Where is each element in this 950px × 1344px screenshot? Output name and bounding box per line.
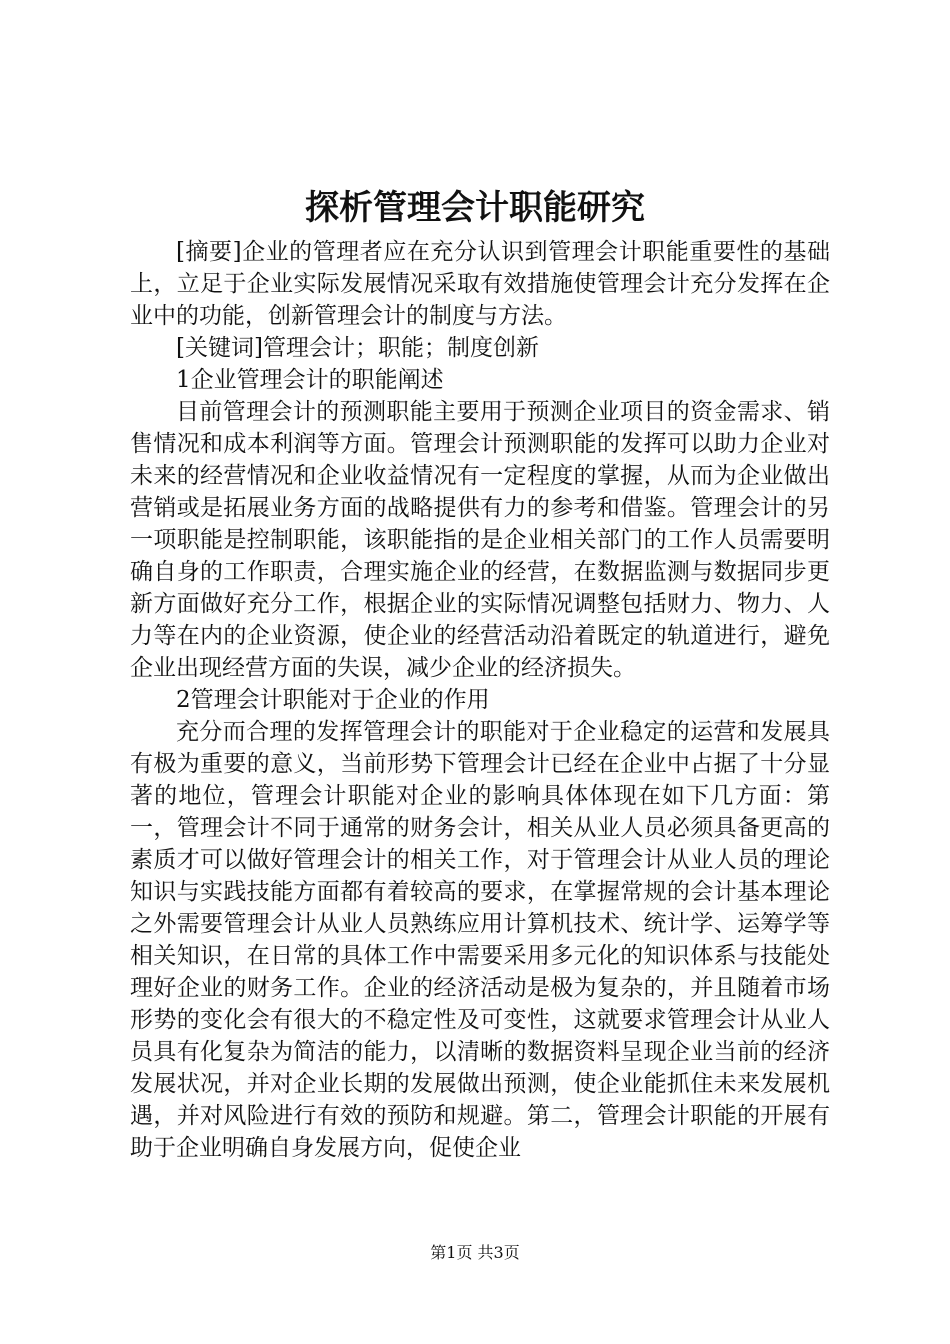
section1-paragraph: 目前管理会计的预测职能主要用于预测企业项目的资金需求、销售情况和成本利润等方面。管理会计预测职能的发挥可以助力企业对未来的经营情况和企业收益情况有一定程度的掌握，从而为企业做出营销或是拓展业务方面的战略提供有力的参考和借鉴。管理会计的另一项职能是控制职能，该职能指的是企业相关部门的工作人员需要明确自身的工作职责，合理实施企业的经营，在数据监测与数据同步更新方面做好充分工作，根据企业的实际情况调整包括财力、物力、人力等在内的企业资源，使企业的经营活动沿着既定的轨道进行，避免企业出现经营方面的失误，减少企业的经济损失。 — [130, 399, 830, 681]
abstract-paragraph: [摘要]企业的管理者应在充分认识到管理会计职能重要性的基础上，立足于企业实际发展情况采取有效措施使管理会计充分发挥在企业中的功能，创新管理会计的制度与方法。 — [130, 239, 830, 329]
section2-paragraph: 充分而合理的发挥管理会计的职能对于企业稳定的运营和发展具有极为重要的意义，当前形势下管理会计已经在企业中占据了十分显著的地位，管理会计职能对企业的影响具体体现在如下几方面：第一，管理会计不同于通常的财务会计，相关从业人员必须具备更高的素质才可以做好管理会计的相关工作，对于管理会计从业人员的理论知识与实践技能方面都有着较高的要求，在掌握常规的会计基本理论之外需要管理会计从业人员熟练应用计算机技术、统计学、运筹学等相关知识，在日常的具体工作中需要采用多元化的知识体系与技能处理好企业的财务工作。企业的经济活动是极为复杂的，并且随着市场形势的变化会有很大的不稳定性及可变性，这就要求管理会计从业人员具有化复杂为简洁的能力，以清晰的数据资料呈现企业当前的经济发展状况，并对企业长期的发展做出预测，使企业能抓住未来发展机遇，并对风险进行有效的预防和规避。第二，管理会计职能的开展有助于企业明确自身发展方向，促使企业 — [130, 719, 830, 1161]
document-body — [130, 236, 830, 1164]
keywords-paragraph: [关键词]管理会计；职能；制度创新 — [176, 335, 539, 361]
document-title: 探析管理会计职能研究 — [305, 188, 645, 228]
section1-heading: 1企业管理会计的职能阐述 — [176, 367, 444, 393]
page-number-footer: 第1页 共3页 — [430, 1243, 520, 1262]
section2-heading: 2管理会计职能对于企业的作用 — [176, 687, 490, 713]
